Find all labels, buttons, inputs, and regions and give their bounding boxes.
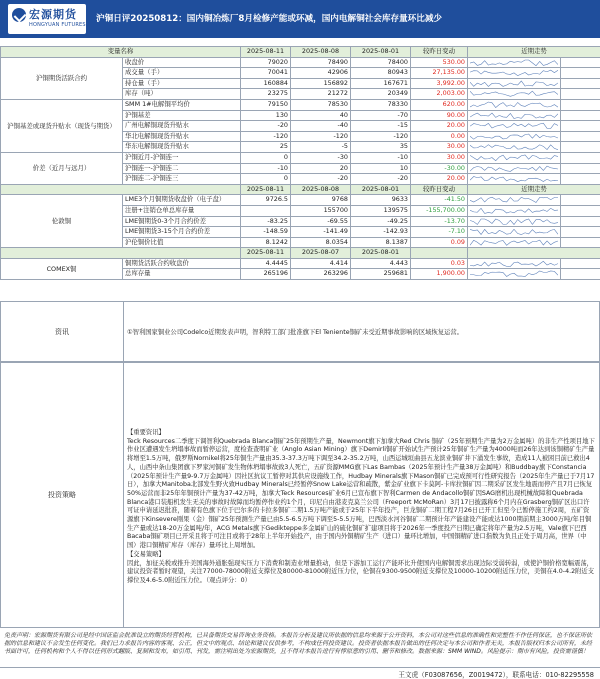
value-cell: 4.443 [351, 258, 411, 269]
news-section [0, 301, 600, 362]
table-header-row [1, 47, 600, 58]
value-cell: 263296 [291, 269, 351, 280]
table-row [1, 258, 600, 269]
report-header [0, 0, 600, 38]
value-cell: -148.59 [241, 227, 291, 238]
trend-sparkline-icon [470, 269, 558, 279]
value-cell: -20 [241, 121, 291, 132]
value-cell: 78400 [351, 57, 411, 68]
news-text: ①智利国家铜业公司Codelco近期发表声明，智利特工部门批准旗下El Teniente铜矿未受近期事故影响的区域恢复运营。 [127, 329, 463, 336]
change-cell: 0.00 [411, 131, 468, 142]
row-name: 沪伦铜价比值 [123, 237, 241, 248]
sparkline-path [470, 70, 558, 76]
value-cell: 80943 [351, 68, 411, 79]
footer-divider [0, 667, 600, 668]
value-cell: 259681 [351, 269, 411, 280]
disclaimer-text: 免责声明：宏源期货有限公司是经中国证监会批准设立的期货经营机构，已具备期货交易咨询业务资格。本报告分析及建议所依据的信息均来源于公开资料，本公司对这些信息的准确性和完整性不作任何保证，也不保证所依据的信息和建议不会发生任何变化。我们已力求报告内容的客观、公正，但文中的观点、结论和建议仅供参考，不构成任何投资建议。投资者依据本报告做出的任何决定与本公司和作者无关，本报告版权归本公司所有，未经书面许可，任何机构和个人不得以任何形式翻版、复制和发布，如引用、刊发，需注明出处为宏源期货，且不得对本报告进行有悖原意的引用、删节和修改。数据来源：SMM WIND。风险提示：期市有风险，投资需谨慎！ [4, 632, 593, 656]
sparkline-path [470, 219, 558, 224]
category-cell: COMEX铜 [1, 258, 123, 279]
value-cell: -20 [291, 174, 351, 185]
category-cell: 伦敦铜 [1, 195, 123, 248]
header-cell: 变量名称 [1, 47, 241, 58]
sparkline-path [470, 261, 558, 266]
sparkline-path [470, 208, 558, 213]
row-name: 铜期货活跃合约收盘价 [123, 258, 241, 269]
header-cell: 较昨日变动 [411, 184, 468, 195]
sparkline-path [470, 145, 558, 150]
header-cell: 较昨日变动 [411, 47, 468, 58]
sparkline-path [470, 229, 558, 234]
value-cell: 40 [291, 110, 351, 121]
change-cell: 30.00 [411, 142, 468, 153]
change-cell: 0.09 [411, 237, 468, 248]
value-cell: 21272 [291, 89, 351, 100]
value-cell: -83.25 [241, 216, 291, 227]
trend-sparkline-icon [470, 153, 558, 163]
market-data-table [0, 46, 600, 280]
value-cell: -142.93 [351, 227, 411, 238]
change-cell: 27,135.00 [411, 68, 468, 79]
sparkline-path [470, 198, 558, 203]
trend-cell [468, 174, 561, 185]
table-header-row [1, 248, 600, 259]
header-cell [468, 248, 600, 259]
empty-cell [561, 205, 600, 216]
empty-cell [561, 227, 600, 238]
value-cell: -30 [291, 152, 351, 163]
row-name: 成交量（手） [123, 68, 241, 79]
row-name: 沪铜近月-沪铜连一 [123, 152, 241, 163]
empty-cell [561, 121, 600, 132]
value-cell: -5 [291, 142, 351, 153]
value-cell [241, 205, 291, 216]
trend-sparkline-icon [470, 132, 558, 142]
value-cell: 70041 [241, 68, 291, 79]
logo-name-cn: 宏源期货 [29, 8, 77, 21]
empty-cell [561, 68, 600, 79]
trend-sparkline-icon [470, 217, 558, 227]
strategy-section [0, 362, 600, 628]
empty-cell [561, 131, 600, 142]
header-cell: 2025-08-07 [291, 248, 351, 259]
trend-cell [468, 57, 561, 68]
trend-sparkline-icon [470, 58, 558, 68]
header-cell: 2025-08-01 [351, 184, 411, 195]
header-cell: 2025-08-01 [351, 248, 411, 259]
trend-cell [468, 78, 561, 89]
value-cell: -15 [351, 121, 411, 132]
important-news-text: Teck Resources二季度下调智利Quebrada Blanca铜矿25年预期生产量，Newmont旗下加拿大Red Chris 铜矿（25年预期生产量为2万金属吨）的非生产性项目地下作业区遭遇发生坍塌事故而暂停运营，度检查查明矿业（Anglo Asian Mining）旗下Demirli铜矿开始试生产预计25年铜矿生产量为4000吨而26年达到该铜精矿生产量将增至1.5万吨，俄罗斯Nornikel将25年铜生产量由35.3-37.3万吨下调至34.2-35.2万吨，山西运城垣曲县五龙滨业铜矿井下涌发生事故，造成11人被困目前已救出4人，山西中条山集团旗下罗家河铜矿发生物体坍塌事故致3人死亡，五矿资源MMG旗下Las Bambas（2025年预计生产量38万金属吨）和Buddbay旗下Constancia（2025年预计生产量9-9.7万金属吨）因社区抗议工暂停对其供应设施线工作，Hudbay Minerals旗下Mason铜矿已完成预可行性研究报告（2025年生产量已于7月17日），加拿大Manitoba北部发生野火致Hudbay Minerals已经暂停Snow Lake运营和疏散，紫金矿业旗下卡莫阿-卡库拉铜矿因二期采矿区发生地震而停产且7月已恢复50%运营而非25年年铜预计产量为37-42万吨，加拿大Teck Resources矿业6月已宣布旗下智利Carmen de Andacollo铜矿因SAG磨机出现机械故障和Quebrada Blanca港口装船机发生无关的事故时故障而均暂停作业约1个月，印尼自由港麦克莫兰公司（Freeport McMoRan）3月17日披露称6个月内在Grasberg铜矿区出口许可证申请延迟批准，随着有色旗下位于巴尔多的卡拉多铜矿二期1.5万吨产能或于25年下半年投产，巨龙铜矿二期工程7月26日已开工但至今已暂停施工约2周，五矿资源旗下Kinsevere刚果（金）铜矿25年预测生产量已由5.5-6.5万吨下调至5-5.5万吨，巴西淡水河谷铜矿二期预计年产能建设产能或达1000期前期主3000万吨/年目铜生产量或达18-20万金属吨/年，ACG Metals旗下Gedikteppe多金属矿山的硫化铜矿扩建项目将于2026年一季度投产日期已确定将年产量为2.5万吨，Vale旗下巴西Bacaba铜矿项目已开采且将于可注目或将于28年上半年开始投产，由于国内外铜精矿生产（进口）量环比增加，中国铜精矿进口指数为负且正处于周月高，世界（中国）港口铜精矿库存（库存）量环比上周增加。 [127, 437, 595, 550]
empty-cell [561, 163, 600, 174]
value-cell: 265196 [241, 269, 291, 280]
value-cell: 0 [241, 152, 291, 163]
value-cell: 23275 [241, 89, 291, 100]
empty-cell [561, 142, 600, 153]
header-cell: 2025-08-01 [351, 47, 411, 58]
trend-sparkline-icon [470, 195, 558, 205]
header-cell: 2025-08-11 [241, 248, 291, 259]
trend-cell [468, 205, 561, 216]
change-cell: -7.10 [411, 227, 468, 238]
trend-cell [468, 237, 561, 248]
row-name: LME3个月铜期货收盘价（电子盘） [123, 195, 241, 206]
row-name: 收盘价 [123, 57, 241, 68]
row-name: 沪铜连一-沪铜连二 [123, 163, 241, 174]
trend-cell [468, 258, 561, 269]
header-cell: 2025-08-08 [291, 184, 351, 195]
change-cell: 30.00 [411, 152, 468, 163]
value-cell: 79150 [241, 99, 291, 110]
trend-cell [468, 89, 561, 100]
trend-sparkline-icon [470, 238, 558, 248]
change-cell: -13.70 [411, 216, 468, 227]
sparkline-path [470, 271, 558, 277]
table-header-row [1, 184, 600, 195]
empty-cell [561, 57, 600, 68]
sparkline-path [470, 155, 558, 161]
logo-name-en: HONGYUAN FUTURES [29, 22, 86, 28]
trend-sparkline-icon [470, 100, 558, 110]
sparkline-path [470, 113, 558, 118]
value-cell: 25 [241, 142, 291, 153]
value-cell: -120 [241, 131, 291, 142]
change-cell: 3,992.00 [411, 78, 468, 89]
row-name: 持仓量（手） [123, 78, 241, 89]
empty-cell [561, 237, 600, 248]
trend-sparkline-icon [470, 111, 558, 121]
empty-cell [561, 89, 600, 100]
sparkline-path [470, 91, 558, 96]
analyst-contact: 王文虎（F03087656，Z0019472），联系电话：010-82295558 [398, 671, 594, 679]
logo-icon [12, 8, 26, 22]
category-cell: 价差（近月与远月） [1, 152, 123, 184]
row-name: 注册+注销仓单总库存量 [123, 205, 241, 216]
trend-cell [468, 227, 561, 238]
change-cell: 620.00 [411, 99, 468, 110]
value-cell: -69.55 [291, 216, 351, 227]
trend-sparkline-icon [470, 206, 558, 216]
row-name: LME铜期货3-15个月合约价差 [123, 227, 241, 238]
trade-strategy-text: 因此，加征关税或推升美国海外通胀强现实压力下消费和制造业增量推动，但是下游加工运行产能环比升使国内电解铜需求出现边际受弱转弱，或使沪铜价格宽幅震荡，建议投资者暂时观望，关注77000-78000附近支撑位及80000-81000附近压力位，伦铜在9300-9500附近支撑位及10000-10200附近压力位，美铜在4.0-4.2附近支撑位及4.6-5.0附近压力位。（观点评分：0） [127, 559, 594, 584]
trend-sparkline-icon [470, 142, 558, 152]
value-cell: 9726.5 [241, 195, 291, 206]
change-cell: 20.00 [411, 174, 468, 185]
trend-cell [468, 68, 561, 79]
important-news-heading: 【重要资讯】 [127, 429, 165, 436]
change-cell: 90.00 [411, 110, 468, 121]
value-cell: -10 [351, 152, 411, 163]
row-name: 华北电解铜现货升贴水 [123, 131, 241, 142]
value-cell: 10 [351, 163, 411, 174]
trend-cell [468, 121, 561, 132]
trend-sparkline-icon [470, 227, 558, 237]
value-cell: -40 [291, 121, 351, 132]
value-cell: 4.4445 [241, 258, 291, 269]
value-cell: -70 [351, 110, 411, 121]
value-cell: 35 [351, 142, 411, 153]
value-cell: 167671 [351, 78, 411, 89]
category-cell: 沪铜期货活跃合约 [1, 57, 123, 99]
trend-cell [468, 99, 561, 110]
value-cell: 79020 [241, 57, 291, 68]
table-row [1, 195, 600, 206]
change-cell: 1,900.00 [411, 269, 468, 280]
value-cell: 9633 [351, 195, 411, 206]
empty-cell [561, 110, 600, 121]
trend-sparkline-icon [470, 121, 558, 131]
category-cell: 沪铜基差或现货升贴水（现货与期货） [1, 99, 123, 152]
row-name: 总库存量 [123, 269, 241, 280]
trend-cell [468, 269, 561, 280]
row-name: LME铜期货0-3个月合约价差 [123, 216, 241, 227]
empty-cell [561, 258, 600, 269]
strategy-label: 投资策略 [1, 363, 124, 627]
sparkline-path [470, 240, 558, 245]
header-cell: 2025-08-08 [291, 47, 351, 58]
trend-cell [468, 110, 561, 121]
trend-cell [468, 131, 561, 142]
value-cell: 8.1387 [351, 237, 411, 248]
row-name: 沪铜基差 [123, 110, 241, 121]
empty-cell [561, 269, 600, 280]
table-row [1, 99, 600, 110]
value-cell: -20 [351, 174, 411, 185]
change-cell: -30.00 [411, 163, 468, 174]
sparkline-path [470, 102, 558, 108]
value-cell: 0 [241, 174, 291, 185]
sparkline-path [470, 60, 558, 66]
value-cell: -120 [291, 131, 351, 142]
sparkline-path [470, 123, 558, 128]
trend-cell [468, 142, 561, 153]
row-name: 广州电解铜现货升贴水 [123, 121, 241, 132]
value-cell: 20 [291, 163, 351, 174]
empty-cell [561, 152, 600, 163]
change-cell: -41.50 [411, 195, 468, 206]
empty-cell [561, 78, 600, 89]
value-cell: 9768 [291, 195, 351, 206]
market-data-table-wrap [0, 46, 600, 280]
value-cell: 78530 [291, 99, 351, 110]
trend-sparkline-icon [470, 259, 558, 269]
trend-cell [468, 216, 561, 227]
value-cell: 8.0354 [291, 237, 351, 248]
empty-cell [561, 216, 600, 227]
trend-sparkline-icon [470, 79, 558, 89]
news-label: 资讯 [1, 302, 124, 361]
row-name: 华东电解铜现货升贴水 [123, 142, 241, 153]
value-cell: -49.25 [351, 216, 411, 227]
row-name: SMM 1#电解铜平均价 [123, 99, 241, 110]
header-cell: 2025-08-11 [241, 184, 291, 195]
row-name: 库存（吨） [123, 89, 241, 100]
empty-cell [561, 99, 600, 110]
value-cell: 4.414 [291, 258, 351, 269]
company-logo [8, 4, 86, 34]
change-cell: 530.00 [411, 57, 468, 68]
sparkline-path [470, 81, 558, 86]
value-cell: -10 [241, 163, 291, 174]
change-cell: 0.03 [411, 258, 468, 269]
value-cell: 130 [241, 110, 291, 121]
sparkline-path [470, 166, 558, 171]
trend-cell [468, 195, 561, 206]
value-cell: 8.1242 [241, 237, 291, 248]
header-cell [411, 248, 468, 259]
value-cell: 42906 [291, 68, 351, 79]
report-title: 沪铜日评20250812：国内铜冶炼厂8月检修产能或环减，国内电解铜社会库存量环比减少 [96, 14, 443, 24]
trend-cell [468, 163, 561, 174]
sparkline-path [470, 134, 558, 139]
header-cell [1, 184, 241, 195]
trade-strategy-heading: 【交易策略】 [127, 550, 165, 558]
trend-cell [468, 152, 561, 163]
table-row [1, 152, 600, 163]
empty-cell [561, 195, 600, 206]
value-cell: 139575 [351, 205, 411, 216]
header-cell: 2025-08-11 [241, 47, 291, 58]
empty-cell [561, 174, 600, 185]
value-cell: 160884 [241, 78, 291, 89]
change-cell: 20.00 [411, 121, 468, 132]
value-cell: 78490 [291, 57, 351, 68]
trend-sparkline-icon [470, 174, 558, 184]
table-row [1, 57, 600, 68]
trend-sparkline-icon [470, 89, 558, 99]
value-cell: 156892 [291, 78, 351, 89]
header-cell: 近期走势 [468, 47, 600, 58]
report-footer [0, 630, 600, 679]
trend-sparkline-icon [470, 164, 558, 174]
change-cell: 2,003.00 [411, 89, 468, 100]
sparkline-path [470, 177, 558, 182]
value-cell: 20349 [351, 89, 411, 100]
strategy-body [127, 429, 595, 586]
row-name: 沪铜连二-沪铜连三 [123, 174, 241, 185]
header-cell [1, 248, 241, 259]
trend-sparkline-icon [470, 68, 558, 78]
value-cell: -141.49 [291, 227, 351, 238]
value-cell: 155700 [291, 205, 351, 216]
change-cell: -155,700.00 [411, 205, 468, 216]
header-cell: 近期走势 [468, 184, 600, 195]
value-cell: -120 [351, 131, 411, 142]
value-cell: 78330 [351, 99, 411, 110]
